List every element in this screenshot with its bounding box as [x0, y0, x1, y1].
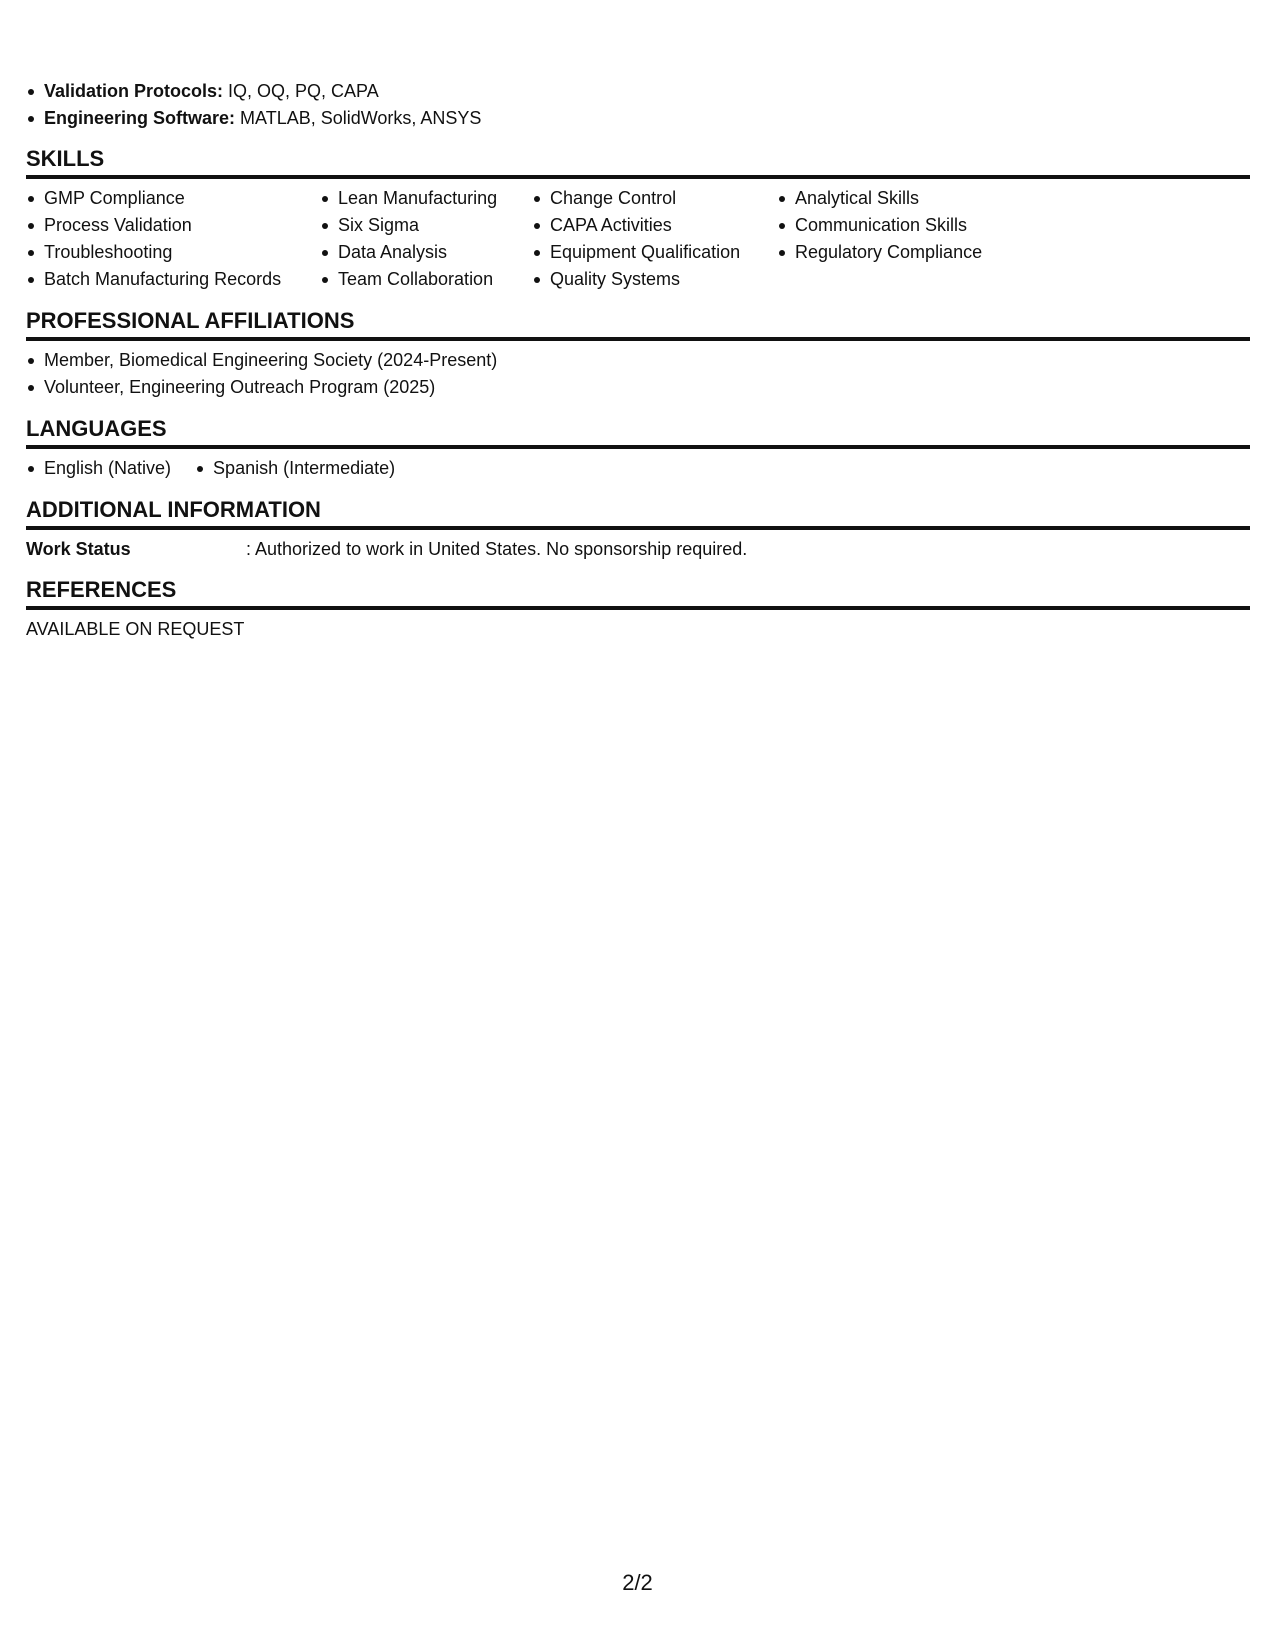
skill-item: Lean Manufacturing: [320, 185, 532, 212]
technical-list: [26, 78, 1250, 132]
references-section: [26, 576, 1250, 642]
skill-item: Change Control: [532, 185, 777, 212]
skills-column: [777, 185, 1037, 293]
skills-grid: [26, 185, 1250, 293]
skill-item: Data Analysis: [320, 239, 532, 266]
item-value: MATLAB, SolidWorks, ANSYS: [235, 108, 482, 128]
list-item: [26, 105, 1250, 132]
skills-section: [26, 145, 1250, 293]
section-title: REFERENCES: [26, 576, 1250, 610]
work-status-row: [26, 536, 1250, 562]
language-item: Spanish (Intermediate): [195, 455, 395, 482]
skill-item: CAPA Activities: [532, 212, 777, 239]
skills-column: [26, 185, 320, 293]
section-title: LANGUAGES: [26, 415, 1250, 449]
skills-column: [532, 185, 777, 293]
section-title: PROFESSIONAL AFFILIATIONS: [26, 307, 1250, 341]
skill-item: Equipment Qualification: [532, 239, 777, 266]
affiliation-item: Member, Biomedical Engineering Society (2024-Present): [26, 347, 1250, 374]
skills-column: [320, 185, 532, 293]
section-title: SKILLS: [26, 145, 1250, 179]
skill-item: Team Collaboration: [320, 266, 532, 293]
affiliations-list: [26, 347, 1250, 401]
references-text: AVAILABLE ON REQUEST: [26, 619, 245, 639]
skill-item: Communication Skills: [777, 212, 1037, 239]
languages-list: [26, 455, 1250, 482]
language-item: English (Native): [26, 455, 171, 482]
affiliation-item: Volunteer, Engineering Outreach Program (2025): [26, 374, 1250, 401]
work-status-label: Work Status: [26, 539, 131, 559]
item-label: Engineering Software:: [44, 108, 236, 128]
work-status-value: : Authorized to work in United States. No sponsorship required.: [246, 539, 748, 559]
section-title: ADDITIONAL INFORMATION: [26, 496, 1250, 530]
item-value: IQ, OQ, PQ, CAPA: [223, 81, 379, 101]
skill-item: Troubleshooting: [26, 239, 320, 266]
skill-item: Six Sigma: [320, 212, 532, 239]
resume-page: [26, 78, 1250, 642]
affiliations-section: [26, 307, 1250, 401]
skill-item: GMP Compliance: [26, 185, 320, 212]
skill-item: Process Validation: [26, 212, 320, 239]
page-number: 2/2: [622, 1570, 653, 1595]
additional-info-section: [26, 496, 1250, 562]
skill-item: Analytical Skills: [777, 185, 1037, 212]
list-item: [26, 78, 1250, 105]
item-label: Validation Protocols:: [44, 81, 224, 101]
skill-item: Quality Systems: [532, 266, 777, 293]
skill-item: Regulatory Compliance: [777, 239, 1037, 266]
languages-section: [26, 415, 1250, 482]
skill-item: Batch Manufacturing Records: [26, 266, 320, 293]
